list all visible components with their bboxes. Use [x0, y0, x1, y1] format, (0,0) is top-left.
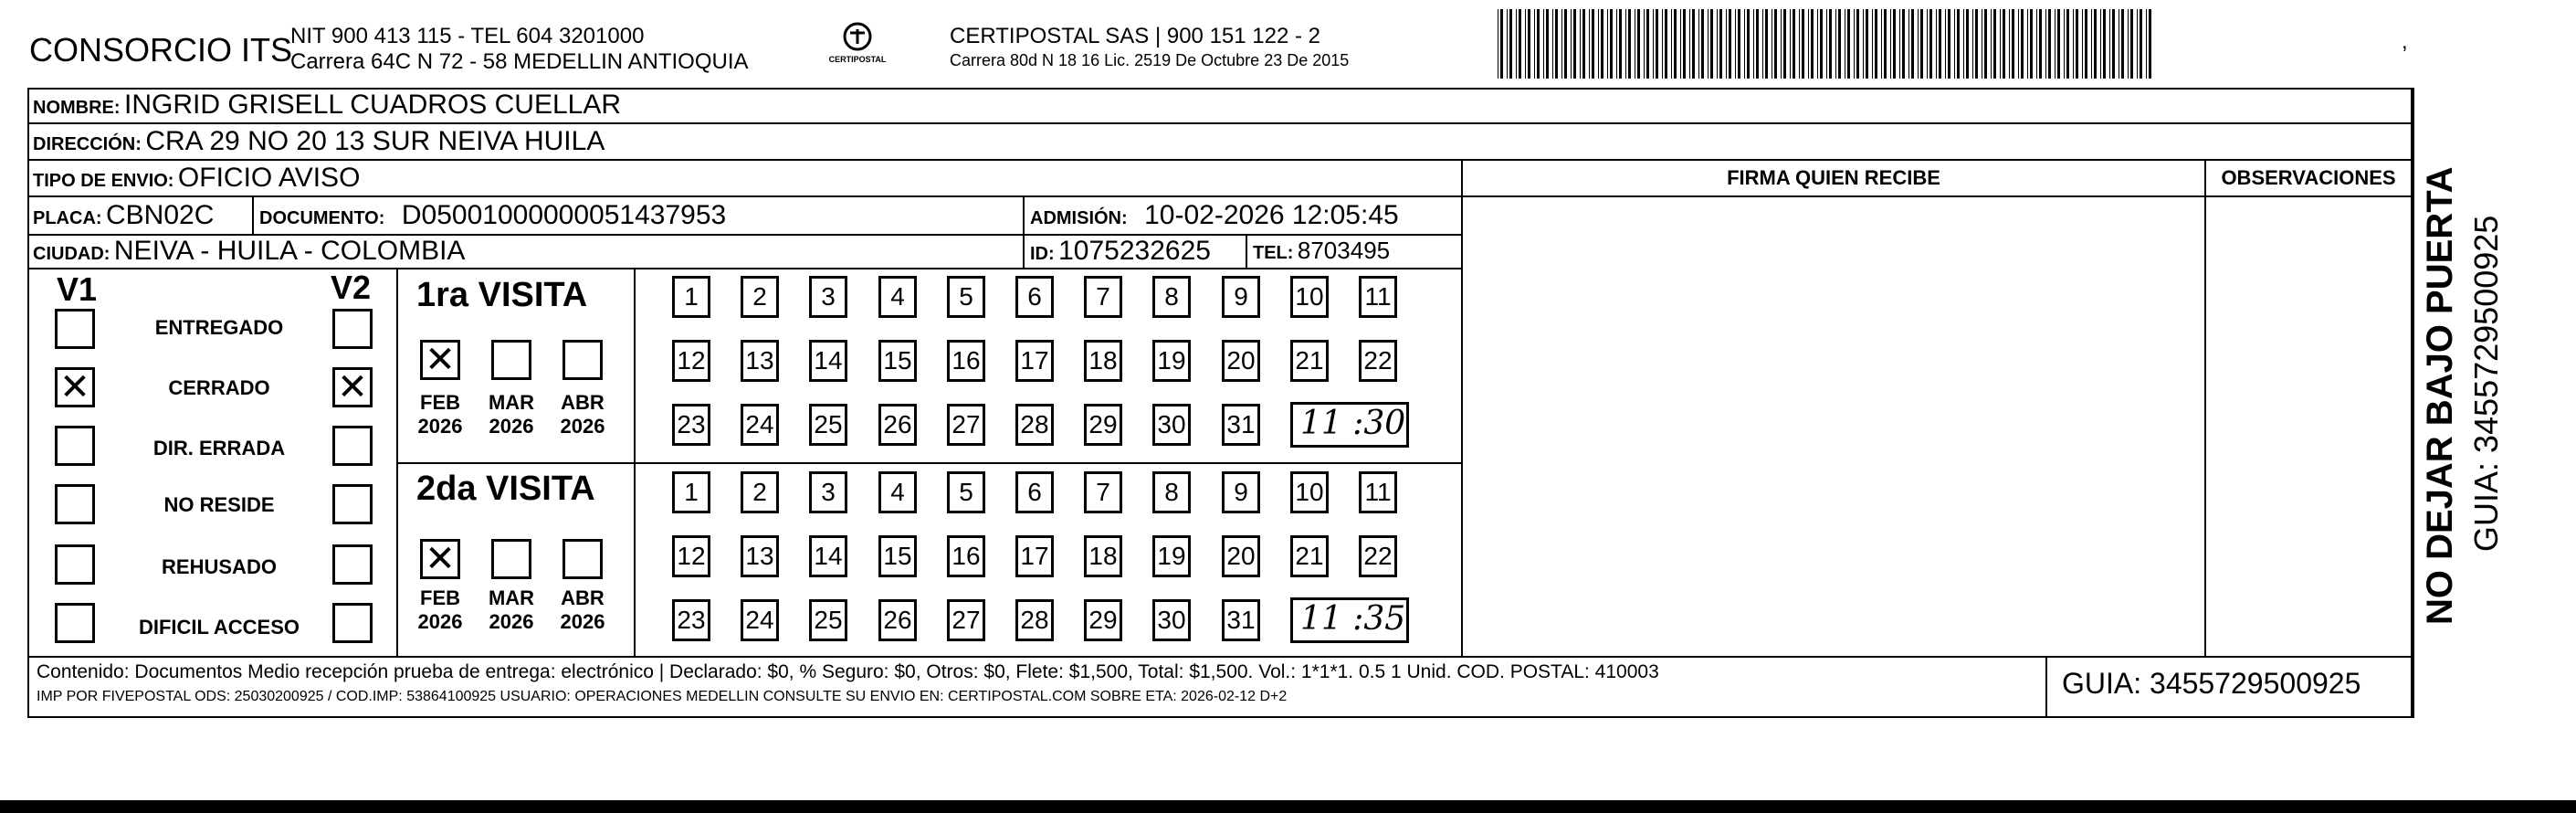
- first-visit-month-feb: FEB 2026: [417, 391, 463, 438]
- second-visit-time-handwritten: 11 :35: [1300, 600, 1406, 638]
- first-visit-day-box[interactable]: 30: [1152, 404, 1191, 446]
- second-visit-day-box[interactable]: 23: [672, 599, 710, 641]
- shipment-type: OFICIO AVISO: [177, 163, 361, 193]
- col-line: [1023, 195, 1025, 268]
- v1-cerrado-check-mark: ✕: [59, 366, 90, 408]
- city-value: NEIVA - HUILA - COLOMBIA: [113, 236, 466, 266]
- second-visit-day-box[interactable]: 25: [809, 599, 847, 641]
- corner-mark: ,: [2402, 29, 2408, 54]
- second-visit-month-mar: MAR 2026: [488, 586, 535, 633]
- signature-area[interactable]: [1463, 197, 2204, 654]
- second-visit-day-box[interactable]: 13: [741, 535, 779, 577]
- side-guia: GUIA: 3455729500925: [2467, 215, 2505, 552]
- first-visit-day-box[interactable]: 22: [1359, 340, 1397, 382]
- recipient-name: INGRID GRISELL CUADROS CUELLAR: [124, 90, 622, 120]
- second-visit-feb-check-mark: ✕: [425, 538, 456, 580]
- v2-header: V2: [331, 269, 372, 306]
- first-visit-day-box[interactable]: 3: [809, 276, 847, 318]
- document-label: DOCUMENTO:: [259, 208, 385, 228]
- v1-checkbox-rehusado[interactable]: [55, 544, 95, 585]
- second-visit-day-box[interactable]: 18: [1084, 535, 1122, 577]
- plate-label: PLACA:: [33, 208, 102, 228]
- footer-guia: GUIA: 3455729500925: [2062, 667, 2361, 700]
- second-visit-day-box[interactable]: 24: [741, 599, 779, 641]
- v2-checkbox-rehusado[interactable]: [332, 544, 373, 585]
- v2-cerrado-check-mark: ✕: [337, 366, 368, 408]
- first-visit-day-box[interactable]: 20: [1222, 340, 1260, 382]
- first-visit-day-box[interactable]: 7: [1084, 276, 1122, 318]
- first-visit-day-box[interactable]: 2: [741, 276, 779, 318]
- second-visit-day-box[interactable]: 28: [1015, 599, 1054, 641]
- company-address: Carrera 64C N 72 - 58 MEDELLIN ANTIOQUIA: [290, 49, 749, 74]
- second-visit-day-box[interactable]: 10: [1290, 471, 1329, 513]
- first-visit-day-box[interactable]: 17: [1015, 340, 1054, 382]
- address-label: DIRECCIÓN:: [33, 134, 142, 154]
- second-visit-month-abr: ABR 2026: [560, 586, 605, 633]
- plate-cell: [33, 197, 214, 234]
- address-row: [33, 124, 605, 159]
- first-visit-day-box[interactable]: 26: [878, 404, 917, 446]
- side-warning: NO DEJAR BAJO PUERTA: [2420, 166, 2460, 625]
- company-nit: NIT 900 413 115 - TEL 604 3201000: [290, 24, 645, 48]
- second-visit-day-box[interactable]: 15: [878, 535, 917, 577]
- v2-checkbox-dir-errada[interactable]: [332, 426, 373, 466]
- first-visit-day-box[interactable]: 18: [1084, 340, 1122, 382]
- admission-value: 10-02-2026 12:05:45: [1144, 200, 1399, 230]
- first-visit-day-box[interactable]: 29: [1084, 404, 1122, 446]
- second-visit-day-box[interactable]: 11: [1359, 471, 1397, 513]
- first-visit-day-box[interactable]: 23: [672, 404, 710, 446]
- status-rehusado: REHUSADO: [162, 555, 277, 578]
- second-visit-abr-box[interactable]: [563, 539, 603, 579]
- col-line: [2411, 88, 2413, 718]
- id-label: ID:: [1030, 244, 1055, 264]
- second-visit-day-box[interactable]: 29: [1084, 599, 1122, 641]
- second-visit-day-box[interactable]: 14: [809, 535, 847, 577]
- row-line: [27, 268, 1463, 269]
- second-visit-day-box[interactable]: 21: [1290, 535, 1329, 577]
- col-line: [1246, 234, 1247, 268]
- tel-label: TEL:: [1253, 243, 1294, 263]
- footer-imp: IMP POR FIVEPOSTAL ODS: 25030200925 / COD.IMP: 53864100925 USUARIO: OPERACIONES MEDELLIN CONSULTE SU ENVIO EN: CERTIPOSTAL.COM SOBRE ETA: 2026-02-12 D+2: [37, 689, 1288, 704]
- first-visit-day-box[interactable]: 4: [878, 276, 917, 318]
- first-visit-day-box[interactable]: 16: [947, 340, 985, 382]
- second-visit-day-box[interactable]: 2: [741, 471, 779, 513]
- visit-divider: [396, 462, 1461, 464]
- first-visit-day-box[interactable]: 28: [1015, 404, 1054, 446]
- second-visit-day-box[interactable]: 7: [1084, 471, 1122, 513]
- first-visit-day-box[interactable]: 14: [809, 340, 847, 382]
- first-visit-day-box[interactable]: 27: [947, 404, 985, 446]
- first-visit-day-box[interactable]: 9: [1222, 276, 1260, 318]
- observations-area[interactable]: [2206, 197, 2411, 654]
- first-visit-day-box[interactable]: 15: [878, 340, 917, 382]
- v1-checkbox-dir-errada[interactable]: [55, 426, 95, 466]
- second-visit-day-box[interactable]: 27: [947, 599, 985, 641]
- id-value: 1075232625: [1058, 236, 1211, 266]
- first-visit-title: 1ra VISITA: [416, 276, 588, 314]
- second-visit-day-box[interactable]: 20: [1222, 535, 1260, 577]
- second-visit-day-box[interactable]: 16: [947, 535, 985, 577]
- first-visit-day-box[interactable]: 21: [1290, 340, 1329, 382]
- v1-header: V1: [57, 270, 98, 308]
- second-visit-day-box[interactable]: 3: [809, 471, 847, 513]
- first-visit-day-box[interactable]: 5: [947, 276, 985, 318]
- second-visit-day-grid: [672, 471, 1439, 650]
- first-visit-day-box[interactable]: 31: [1222, 404, 1260, 446]
- v1-checkbox-entregado[interactable]: [55, 309, 95, 349]
- second-visit-day-box[interactable]: 19: [1152, 535, 1191, 577]
- second-visit-time-box[interactable]: [1290, 597, 1409, 643]
- first-visit-feb-check-mark: ✕: [425, 339, 456, 381]
- v1-checkbox-dificil-acceso[interactable]: [55, 603, 95, 643]
- bottom-scan-edge: [0, 800, 2576, 813]
- admission-cell: [1030, 197, 1399, 234]
- v2-checkbox-dificil-acceso[interactable]: [332, 603, 373, 643]
- observations-header: OBSERVACIONES: [2221, 166, 2396, 189]
- name-label: NOMBRE:: [33, 98, 121, 118]
- first-visit-day-box[interactable]: 10: [1290, 276, 1329, 318]
- second-visit-mar-box[interactable]: [491, 539, 531, 579]
- plate-value: CBN02C: [106, 200, 215, 230]
- id-cell: [1030, 234, 1211, 268]
- recipient-address: CRA 29 NO 20 13 SUR NEIVA HUILA: [145, 126, 605, 156]
- footer-guia-line: [2045, 656, 2047, 718]
- first-visit-day-grid: [672, 276, 1439, 455]
- tel-value: 8703495: [1297, 237, 1391, 264]
- barcode-icon: [1498, 9, 2155, 79]
- document-cell: [259, 197, 726, 234]
- second-visit-day-box[interactable]: 1: [672, 471, 710, 513]
- signature-header: FIRMA QUIEN RECIBE: [1727, 166, 1940, 189]
- first-visit-time-box[interactable]: [1290, 402, 1409, 448]
- carrier-name: CERTIPOSTAL SAS | 900 151 122 - 2: [950, 24, 1320, 48]
- carrier-license: Carrera 80d N 18 16 Lic. 2519 De Octubre 23 De 2015: [950, 51, 1350, 69]
- certipostal-logo: CERTIPOSTAL: [825, 20, 889, 71]
- type-label: TIPO DE ENVIO:: [33, 171, 174, 191]
- city-label: CIUDAD:: [33, 244, 110, 264]
- status-dir-errada: DIR. ERRADA: [152, 437, 286, 459]
- v2-checkbox-entregado[interactable]: [332, 309, 373, 349]
- v1-checkbox-no-reside[interactable]: [55, 484, 95, 524]
- status-entregado: ENTREGADO: [154, 316, 284, 339]
- second-visit-day-box[interactable]: 5: [947, 471, 985, 513]
- first-visit-day-box[interactable]: 13: [741, 340, 779, 382]
- first-visit-day-box[interactable]: 11: [1359, 276, 1397, 318]
- type-row: [33, 161, 360, 195]
- status-dificil-acceso: DIFICIL ACCESO: [138, 616, 300, 639]
- second-visit-day-box[interactable]: 30: [1152, 599, 1191, 641]
- city-cell: [33, 234, 465, 268]
- tel-cell: [1253, 234, 1390, 268]
- admission-label: ADMISIÓN:: [1030, 208, 1128, 228]
- first-visit-month-mar: MAR 2026: [488, 391, 535, 438]
- first-visit-day-box[interactable]: 19: [1152, 340, 1191, 382]
- footer-content: Contenido: Documentos Medio recepción prueba de entrega: electrónico | Declarado: $0, % Seguro: $0, Otros: $0, Flete: $1,500, Total: $1,500. Vol.: 1*1*1. 0.5 1 Unid. COD. POSTAL: 410003: [37, 661, 1659, 682]
- col-line: [252, 195, 254, 234]
- second-visit-title: 2da VISITA: [416, 470, 595, 508]
- second-visit-month-feb: FEB 2026: [417, 586, 463, 633]
- name-row: [33, 88, 621, 122]
- second-visit-day-box[interactable]: 8: [1152, 471, 1191, 513]
- first-visit-time-handwritten: 11 :30: [1300, 405, 1406, 442]
- first-visit-day-box[interactable]: 25: [809, 404, 847, 446]
- first-visit-day-box[interactable]: 24: [741, 404, 779, 446]
- first-visit-month-abr: ABR 2026: [560, 391, 605, 438]
- status-no-reside: NO RESIDE: [163, 493, 275, 516]
- status-cerrado: CERRADO: [168, 376, 270, 399]
- first-visit-day-box[interactable]: 6: [1015, 276, 1054, 318]
- first-visit-abr-box[interactable]: [563, 340, 603, 380]
- second-visit-day-box[interactable]: 6: [1015, 471, 1054, 513]
- document-value: D05001000000051437953: [401, 200, 727, 230]
- second-visit-day-box[interactable]: 26: [878, 599, 917, 641]
- second-visit-day-box[interactable]: 17: [1015, 535, 1054, 577]
- first-visit-day-box[interactable]: 1: [672, 276, 710, 318]
- second-visit-day-box[interactable]: 22: [1359, 535, 1397, 577]
- second-visit-day-box[interactable]: 9: [1222, 471, 1260, 513]
- company-name: CONSORCIO ITS: [29, 31, 293, 69]
- first-visit-day-box[interactable]: 8: [1152, 276, 1191, 318]
- v2-checkbox-no-reside[interactable]: [332, 484, 373, 524]
- row-line: [27, 656, 2414, 658]
- second-visit-day-box[interactable]: 12: [672, 535, 710, 577]
- first-visit-mar-box[interactable]: [491, 340, 531, 380]
- second-visit-day-box[interactable]: 4: [878, 471, 917, 513]
- first-visit-day-box[interactable]: 12: [672, 340, 710, 382]
- second-visit-day-box[interactable]: 31: [1222, 599, 1260, 641]
